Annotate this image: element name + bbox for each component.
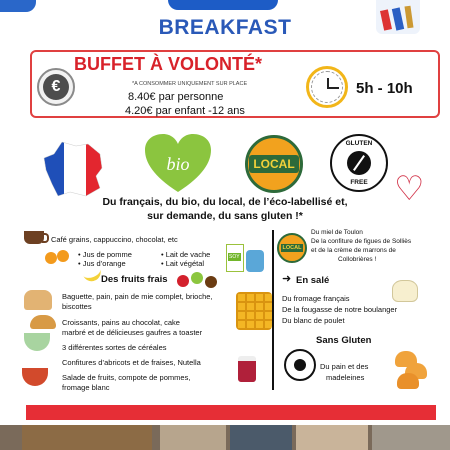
clock-icon	[306, 66, 348, 108]
bio-logo-text: bio	[166, 154, 190, 174]
buffet-note: *A CONSOMMER UNIQUEMENT SUR PLACE	[132, 81, 248, 87]
croissant-line-2: marbré et de délicieuses gaufres a toaster	[62, 328, 203, 337]
fruit-salad-icon	[22, 368, 48, 386]
top-decoration-center	[168, 0, 278, 10]
salad-line-2: fromage blanc	[62, 383, 110, 392]
drinks-text: Café grains, cappuccino, chocolat, etc	[51, 235, 178, 244]
local-logo-small-text: LOCAL	[282, 245, 302, 251]
photo-coffee	[230, 425, 292, 450]
gluten-free-logo-bottom: FREE	[350, 179, 368, 186]
croissant-line-1: Croissants, pains au chocolat, cake	[62, 318, 180, 327]
croissant-icon	[30, 315, 56, 329]
buffet-title: BUFFET À VOLONTÉ*	[74, 54, 262, 74]
gluten-free-line-2: madeleines	[326, 373, 365, 382]
waffle-icon	[236, 292, 272, 330]
cereals-text: 3 différentes sortes de céréales	[62, 343, 167, 352]
fruits-title: Des fruits frais	[101, 274, 168, 285]
coffee-cup-icon	[24, 231, 44, 244]
arrow-icon: ➜	[282, 273, 292, 285]
fig-line-2: et de la crème de marrons de	[311, 247, 396, 254]
photo-buffet	[372, 425, 450, 450]
bottom-red-bar	[26, 405, 436, 420]
madeleines-icon	[393, 349, 429, 389]
juice-orange: • Jus d’orange	[78, 259, 126, 268]
bio-logo-icon	[143, 132, 213, 194]
fig-line-3: Collobrières !	[338, 256, 377, 263]
photo-room	[296, 425, 368, 450]
france-flag-map-icon	[42, 140, 108, 198]
fig-line-1: De la confiture de figues de Solliès	[311, 238, 412, 245]
salty-item-2: De la fougasse de notre boulanger	[282, 305, 398, 314]
column-divider	[272, 230, 274, 390]
local-logo-text: LOCAL	[249, 155, 298, 173]
photo-pastries	[22, 425, 152, 450]
oranges-icon	[45, 250, 71, 266]
description-line-1: Du français, du bio, du local, de l’éco-labellisé et,	[102, 196, 348, 208]
gluten-free-logo-icon	[330, 134, 388, 192]
page-title: BREAKFAST	[158, 16, 292, 39]
milk-cow: • Lait de vache	[161, 250, 211, 259]
gluten-free-title: Sans Gluten	[316, 335, 372, 346]
bread-line-1: Baguette, pain, pain de mie complet, brioche,	[62, 292, 213, 301]
photo-counter	[160, 425, 226, 450]
gluten-free-logo-top: GLUTEN	[345, 140, 373, 147]
description-line-2: sur demande, du sans gluten !*	[147, 210, 303, 222]
local-logo-small-icon	[277, 233, 307, 263]
bread-line-2: biscottes	[62, 302, 92, 311]
heart-icon: ♡	[394, 170, 425, 208]
salty-item-1: Du fromage français	[282, 294, 350, 303]
gluten-free-line-1: Du pain et des	[320, 362, 369, 371]
salty-item-3: Du blanc de poulet	[282, 316, 345, 325]
euro-coin-icon: €	[37, 68, 75, 106]
local-logo-icon	[245, 135, 303, 193]
jams-text: Confitures d’abricots et de fraises, Nutella	[62, 358, 201, 367]
cereal-bowl-icon	[24, 333, 50, 351]
cheese-icon	[392, 280, 418, 302]
honey-text: Du miel de Toulon	[311, 229, 363, 236]
gluten-free-small-icon	[284, 349, 316, 381]
salad-line-1: Salade de fruits, compote de pommes,	[62, 373, 191, 382]
juice-apple: • Jus de pomme	[78, 250, 132, 259]
price-adult: 8.40€ par personne	[128, 91, 224, 103]
price-child: 4.20€ par enfant -12 ans	[125, 105, 245, 117]
soy-milk-icon	[226, 244, 244, 272]
milk-carton-icon	[246, 250, 264, 272]
fruits-icon	[177, 272, 223, 290]
milk-veg: • Lait végétal	[161, 259, 205, 268]
jam-jar-icon	[238, 356, 256, 382]
salty-title: En salé	[296, 275, 330, 286]
top-decoration-left	[0, 0, 36, 12]
bread-icon	[24, 290, 52, 310]
opening-hours: 5h - 10h	[356, 80, 413, 97]
